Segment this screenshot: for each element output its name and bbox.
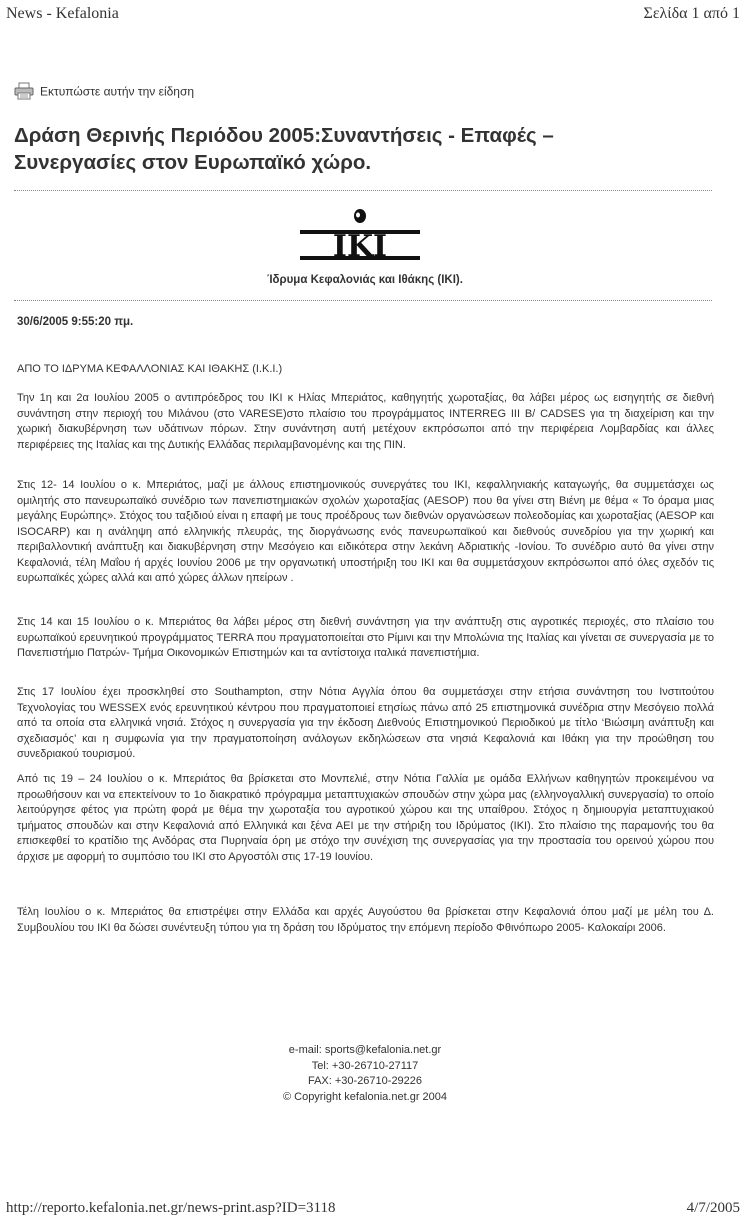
article-paragraph: Την 1η και 2α Ιουλίου 2005 ο αντιπρόεδρος του ΙΚΙ κ Ηλίας Μπεριάτος, καθηγητής χωροταξίας, θα λάβει μέρος ως εισηγητής σε διεθνή συνάντηση στην περιοχή του Μιλάνου (στο VARESE)στο πλαίσιο του προγράμματος INTERREG III B/ CADSES για τη διαχείριση και την χωρική διακυβέρνηση των υδάτινων πόρων. Στην συνάντηση αυτή μετέχουν εκπρόσωποι από την περιφέρεια Λομβαρδίας και άλλες περιφέρειες της Ιταλίας και της Δυτικής Ελλάδας περιλαμβανομένης και της ΠΙΝ. (17, 392, 714, 451)
copyright-notice: © Copyright kefalonia.net.gr 2004 (282, 1090, 448, 1103)
footer-date: 4/7/2005 (686, 1200, 740, 1216)
article-paragraph: Από τις 19 – 24 Ιουλίου ο κ. Μπεριάτος θα βρίσκεται στο Μονπελιέ, στην Νότια Γαλλία με ομάδα Ελλήνων καθηγητών προκειμένου να προωθήσουν και να επεκτείνουν το 1ο διακρατικό πρόγραμμα μεταπτυχιακών σπουδών στην χώρα μας (ελληνογαλλική συνεργασία) το οποίο λειτούργησε φέτος για πρώτη φορά με θέμα την χωροταξία του αγροτικού χώρου και της υπαίθρου. Στόχος η δημιουργία μεταπτυχιακού τμήματος σπουδών και στην Κεφαλονιά από Ελληνικά και ξένα ΑΕΙ με την στήριξη του Ιδρύματος (ΙΚΙ). Στο πλαίσιο της παραμονής του θα επισκεφθεί το κρατίδιο της Ανδόρας στα Πυρηναία όρη με στόχο την συνέχιση της συνεργασίας για την προστασία του ορεινού χώρου που άρχισε με αφορμή το συμπόσιο του ΙΚΙ στο Αργοστόλι στις 17-19 Ιουνίου. (17, 773, 714, 863)
header-site-title: News - Kefalonia (6, 5, 119, 22)
article-source: ΑΠΟ ΤΟ ΙΔΡΥΜΑ ΚΕΦΑΛΛΟΝΙΑΣ ΚΑΙ ΙΘΑΚΗΣ (Ι.Κ.Ι.) (17, 363, 283, 375)
article-paragraph: Στις 12- 14 Ιουλίου ο κ. Μπεριάτος, μαζί με άλλους επιστημονικούς συνεργάτες του ΙΚΙ, κεφαλληνιακής καταγωγής, θα συμμετάσχει ως ομιλητής στο πανευρωπαϊκό συνέδριο των πανεπιστημιακών σχολών χωροταξίας (AESOP) που θα γίνει στη Βιένη με θέμα « Το όραμα μιας μεγάλης Ευρώπης». Στόχος του ταξιδιού είναι η επαφή με τους προέδρους των διεθνών οργανώσεων πολεοδομίας και χωροταξίας (AESOP και ISOCARP) και η ανάληψη από ελληνικής πλευράς, της διοργάνωσης ενός πανευρωπαϊκού και διεθνούς συνεδρίου για την χωρική και περιβαλλοντική ανάπτυξη και διακυβέρνηση στην Μεσόγειο και ειδικότερα στην λεκάνη Αδριατικής -Ιονίου. Το συνέδριο αυτό θα γίνει στην Κεφαλονιά, τέλη Μαΐου ή αρχές Ιουνίου 2006 με την οργανωτική υποστήριξη του ΙΚΙ και θα συμμετάσχουν εκπρόσωποι από όλες σχεδόν τις ευρωπαϊκές χώρες αλλά και από χώρες άλλων ηπείρων . (17, 479, 714, 584)
print-link-label[interactable]: Εκτυπώστε αυτήν την είδηση (40, 84, 195, 99)
header-page-number: Σελίδα 1 από 1 (643, 5, 740, 22)
contact-email[interactable]: e-mail: sports@kefalonia.net.gr (288, 1044, 442, 1056)
divider (14, 300, 712, 301)
contact-phone: Tel: +30-26710-27117 (311, 1059, 419, 1072)
print-link[interactable] (14, 82, 194, 103)
article-date: 30/6/2005 9:55:20 πμ. (17, 316, 134, 328)
organization-name: Ίδρυμα Κεφαλονιάς και Ιθάκης (ΙΚΙ). (267, 274, 463, 286)
article-title (14, 122, 714, 176)
iki-logo (298, 204, 422, 264)
article-paragraph: Στις 14 και 15 Ιουλίου ο κ. Μπεριάτος θα λάβει μέρος στη διεθνή συνάντηση για την ανάπτυξη στις αγροτικές περιοχές, στο πλαίσιο του ευρωπαϊκού ερευνητικού προγράμματος TERRA που πραγματοποιείται στο Ρίμινι και την Μπολώνια της Ιταλίας και γίνεται σε συνεργασία με το Πανεπιστήμιο Πατρών- Τμήμα Οικονομικών Επιστημών και τα αντίστοιχα ιταλικά πανεπιστήμια. (17, 616, 714, 659)
article-title-line2: Συνεργασίες στον Ευρωπαϊκό χώρο. (14, 151, 372, 174)
divider (14, 190, 712, 191)
contact-fax: FAX: +30-26710-29226 (307, 1075, 423, 1087)
article-paragraph: Στις 17 Ιουλίου έχει προσκληθεί στο Southampton, στην Νότια Αγγλία όπου θα συμμετάσχει στην ετήσια συνάντηση του Ινστιτούτου Τεχνολογίας του WESSEX ενός ερευνητικού κέντρου που πραγματοποιεί ετησίως πάνω από 25 επιστημονικά συνέδρια στην Μεσόγειο πολλά από τα οποία στα ελληνικά νησιά. Στόχος η συνεργασία για την έκδοση Διεθνούς Επιστημονικού Περιοδικού με τίτλο ‘Βιώσιμη ανάπτυξη και σχεδιασμός’ και η συμφωνία για την πραγματοποίηση ανάλογων εκδηλώσεων στα νησιά Κεφαλονιά και Ιθάκη για την προώθηση του συνεδριακού τουρισμού. (17, 686, 714, 760)
logo-text: IKI (332, 229, 388, 264)
article-title-line1: Δράση Θερινής Περιόδου 2005:Συναντήσεις - Επαφές – (14, 124, 554, 147)
article-paragraph: Τέλη Ιουλίου ο κ. Μπεριάτος θα επιστρέψει στην Ελλάδα και αρχές Αυγούστου θα βρίσκεται στην Κεφαλονιά όπου μαζί με μέλη του Δ. Συμβουλίου του ΙΚΙ θα δώσει συνέντευξη τύπου για τη δράση του Ιδρύματος την επόμενη περίοδο Φθινόπωρο 2005- Καλοκαίρι 2006. (17, 906, 714, 934)
printer-icon (14, 82, 34, 103)
footer-url: http://reporto.kefalonia.net.gr/news-print.asp?ID=3118 (6, 1200, 336, 1216)
contact-block (0, 1043, 730, 1105)
